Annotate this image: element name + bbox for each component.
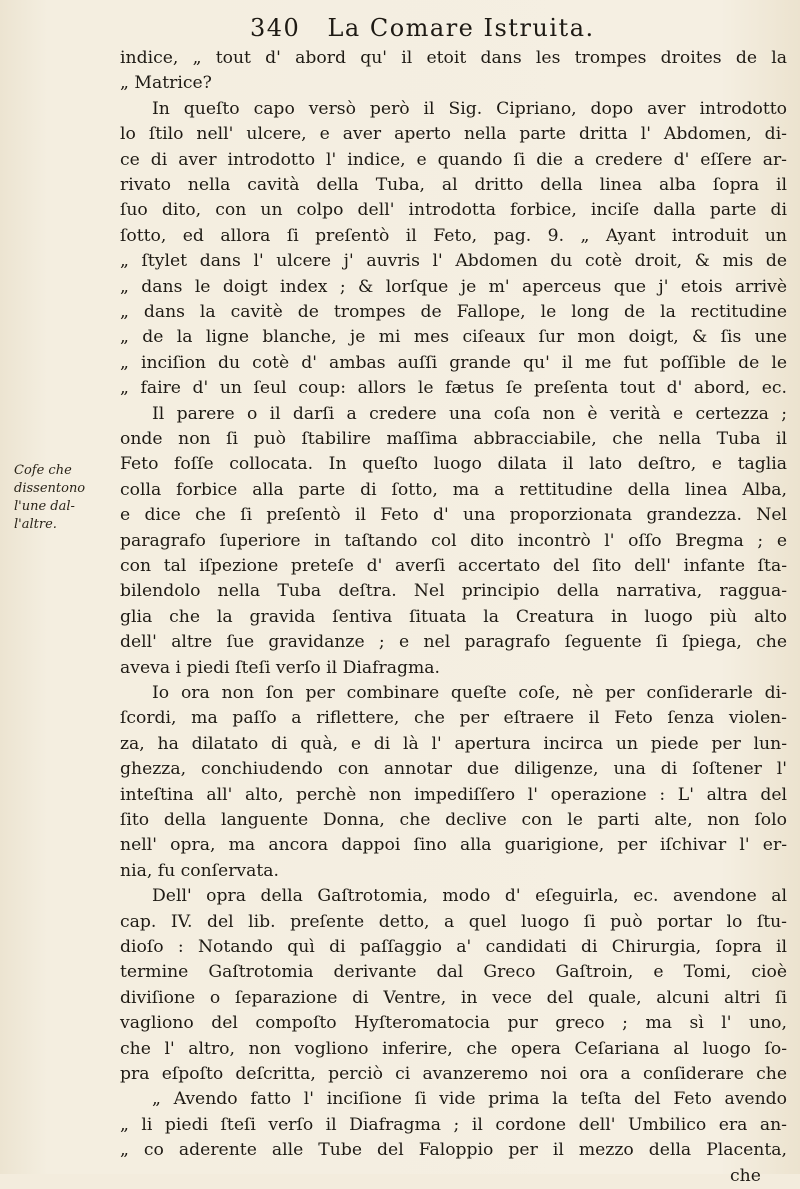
text-line: In queſto capo versò però il Sig. Cipriano, dopo aver introdotto xyxy=(152,98,787,119)
text-line: „ Avendo fatto l' inciſione ſi vide prima la teſta del Feto avendo xyxy=(152,1089,787,1110)
text-line: „ li piedi ſteſi verſo il Diafragma ; il cordone dell' Umbilico era an- xyxy=(120,1114,787,1135)
margin-note-line: l'altre. xyxy=(14,517,57,532)
margin-note-line: Cofe che xyxy=(14,463,72,478)
text-line: ſcordi, ma paſſo a riflettere, che per eſtraere il Feto ſenza violen- xyxy=(120,708,787,729)
text-line: „ co aderente alle Tube del Faloppio per il mezzo della Placenta, xyxy=(120,1140,787,1161)
text-line: inteſtina all' alto, perchè non impediſſero l' operazione : L' altra del xyxy=(120,784,787,805)
text-line: diviſione o ſeparazione di Ventre, in vece del quale, alcuni altri ſi xyxy=(120,987,787,1008)
running-header xyxy=(250,14,720,46)
text-line: „ ſtylet dans l' ulcere j' auvris l' Abdomen du cotè droit, & mis de xyxy=(120,251,787,272)
margin-note-line: l'une dal- xyxy=(14,499,75,514)
text-line: vagliono del compoſto Hyſteromatocia pur greco ; ma sì l' uno, xyxy=(120,1013,787,1034)
text-line: che xyxy=(730,1165,761,1186)
page-number: 340 xyxy=(250,14,301,42)
text-line: za, ha dilatato di quà, e di là l' apertura incirca un piede per lun- xyxy=(120,733,787,754)
text-line: „ inciſion du cotè d' ambas auſſi grande qu' il me fut poſſible de le xyxy=(120,352,787,373)
margin-note-line: dissentono xyxy=(14,481,86,496)
text-line: Dell' opra della Gaſtrotomia, modo d' eſeguirla, ec. avendone al xyxy=(152,886,787,907)
text-line: dioſo : Notando quì di paſſaggio a' candidati di Chirurgia, ſopra il xyxy=(120,937,787,957)
text-line: dell' altre ſue gravidanze ; e nel paragrafo ſeguente ſi ſpiega, che xyxy=(120,632,787,653)
text-line: „ dans le doigt index ; & lorſque je m' aperceus que j' etois arrivè xyxy=(120,276,787,297)
text-line: ſuo dito, con un colpo dell' introdotta forbice, inciſe dalla parte di xyxy=(120,200,787,221)
text-line: „ de la ligne blanche, je mi mes ciſeaux ſur mon doigt, & ſis une xyxy=(120,327,787,348)
text-line: e dice che ſi preſentò il Feto d' una proporzionata grandezza. Nel xyxy=(120,505,787,526)
text-line: termine Gaſtrotomia derivante dal Greco Gaſtroin, e Tomi, cioè xyxy=(120,962,787,983)
text-line: indice, „ tout d' abord qu' il etoit dans les trompes droites de la xyxy=(120,48,787,68)
text-line: glia che la gravida ſentiva ſituata la Creatura in luogo più alto xyxy=(120,606,787,627)
text-line: ghezza, conchiudendo con annotar due diligenze, una di ſoſtener l' xyxy=(120,759,787,780)
text-line: Io ora non ſon per combinare queſte coſe, nè per conſiderarle di- xyxy=(152,683,787,703)
text-line: „ Matrice? xyxy=(120,73,212,94)
text-line: con tal iſpezione preteſe d' averſi accertato del ſito dell' infante ſta- xyxy=(120,556,787,576)
text-line: ce di aver introdotto l' indice, e quando ſi die a credere d' eſſere ar- xyxy=(120,149,787,170)
text-line: pra eſpoſto deſcritta, perciò ci avanzeremo noi ora a conſiderare che xyxy=(120,1064,787,1084)
text-line: „ faire d' un ſeul coup: allors le fætus ſe preſenta tout d' abord, ec. xyxy=(120,378,787,399)
running-title: La Comare Istruita. xyxy=(327,14,595,42)
text-line: bilendolo nella Tuba deſtra. Nel principio della narrativa, raggua- xyxy=(120,581,787,602)
text-line: ſotto, ed allora ſi preſentò il Feto, pag. 9. „ Ayant introduit un xyxy=(120,225,787,246)
text-line: nell' opra, ma ancora dappoi ſino alla guarigione, per iſchivar l' er- xyxy=(120,835,787,856)
text-line: Feto foſſe collocata. In queſto luogo dilata il lato deſtro, e taglia xyxy=(120,454,787,475)
text-line: lo ſtilo nell' ulcere, e aver aperto nella parte dritta l' Abdomen, di- xyxy=(120,124,787,145)
text-line: rivato nella cavità della Tuba, al dritto della linea alba ſopra il xyxy=(120,175,787,195)
text-line: onde non ſi può ſtabilire maſſima abbracciabile, che nella Tuba il xyxy=(120,429,787,449)
text-line: colla forbice alla parte di ſotto, ma a rettitudine della linea Alba, xyxy=(120,479,787,500)
text-line: cap. IV. del lib. preſente detto, a quel luogo ſi può portar lo ſtu- xyxy=(120,911,787,932)
text-line: paragrafo ſuperiore in taſtando col dito incontrò l' oſſo Bregma ; e xyxy=(120,530,787,551)
text-line: „ dans la cavitè de trompes de Fallope, le long de la rectitudine xyxy=(120,302,787,322)
text-line: nia, fu conſervata. xyxy=(120,860,280,881)
text-line: ſito della languente Donna, che declive con le parti alte, non ſolo xyxy=(120,810,787,830)
text-line: Il parere o il darſi a credere una coſa non è verità e certezza ; xyxy=(152,403,787,424)
text-line: che l' altro, non vogliono inferire, che opera Ceſariana al luogo ſo- xyxy=(120,1038,787,1059)
text-line: aveva i piedi ſteſi verſo il Diafragma. xyxy=(120,657,440,678)
margin-note xyxy=(14,462,84,534)
